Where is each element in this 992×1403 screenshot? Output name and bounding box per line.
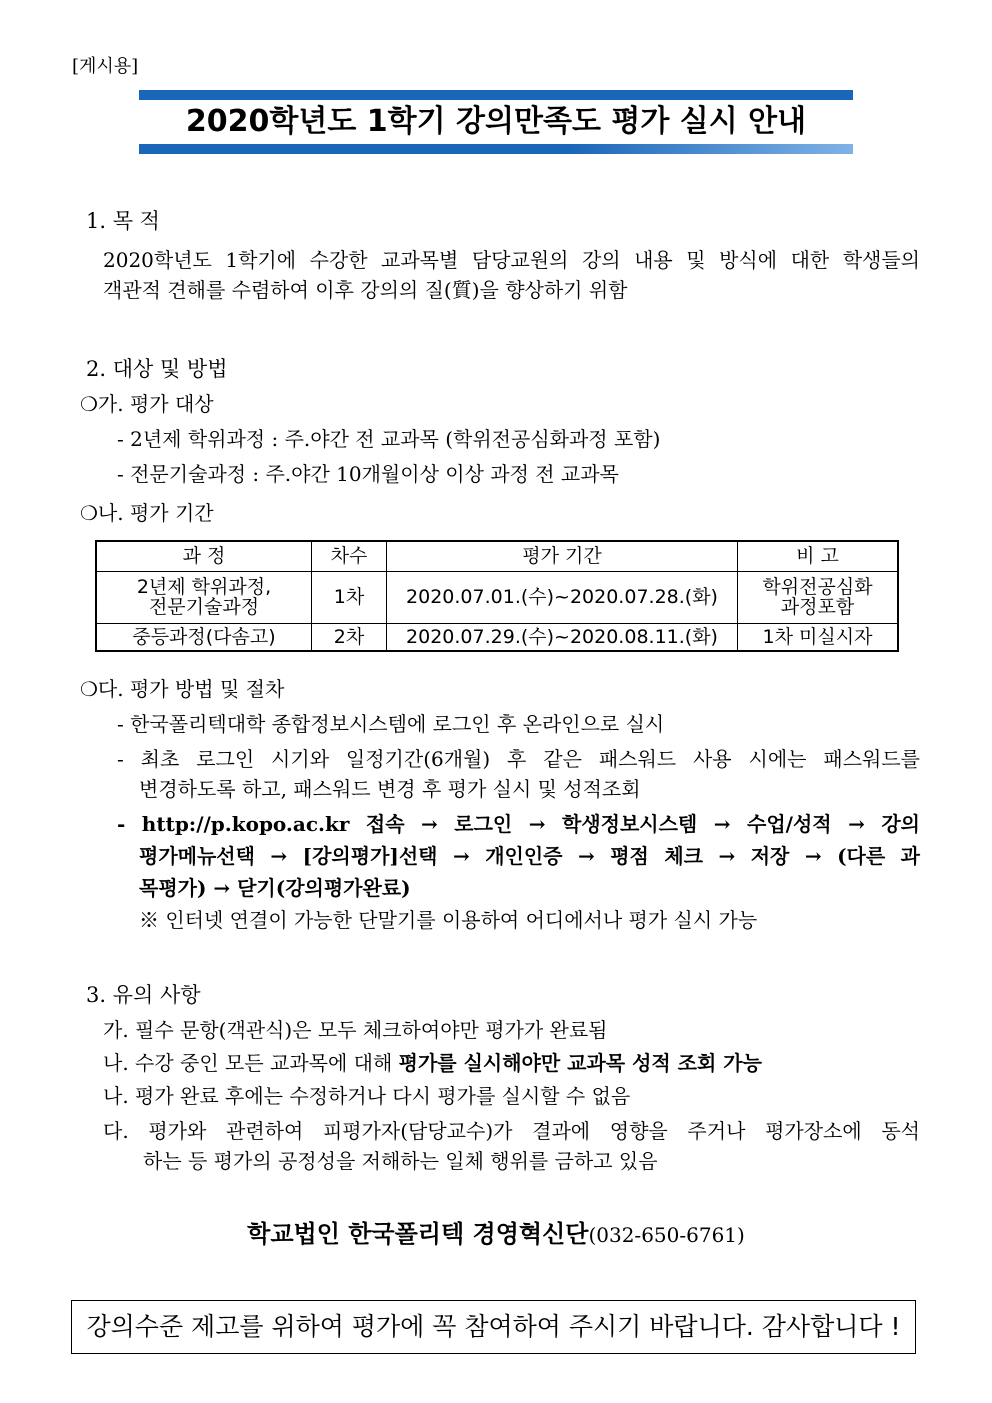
procedure-steps-cont: 목평가) → 닫기(강의평가완료)	[139, 876, 411, 900]
procedure-steps: - http://p.kopo.ac.kr 접속 → 로그인 → 학생정보시스템 → 수업/성적 → 강의	[117, 812, 920, 836]
cell-round: 2차	[312, 623, 387, 651]
section2-heading: 2. 대상 및 방법	[86, 357, 228, 381]
subsection-b-title: ❍나. 평가 기간	[80, 501, 214, 525]
procedure-steps-cont: 평가메뉴선택 → [강의평가]선택 → 개인인증 → 평점 체크 → 저장 → (다른 과	[139, 844, 920, 868]
subsection-a-item: - 전문기술과정 : 주.야간 10개월이상 이상 과정 전 교과목	[117, 462, 619, 486]
cell-note: 1차 미실시자	[738, 623, 899, 651]
cell-course-line1: 2년제 학위과정,	[136, 576, 272, 598]
cell-course-line2: 전문기술과정	[148, 596, 260, 618]
cell-period: 2020.07.01.(수)~2020.07.28.(화)	[387, 571, 738, 623]
section1-line1: 2020학년도 1학기에 수강한 교과목별 담당교원의 강의 내용 및 방식에 대한 학생들의	[103, 248, 920, 272]
subsection-c-item: - 최초 로그인 시기와 일정기간(6개월) 후 같은 패스워드 사용 시에는 패스워드를	[117, 747, 920, 771]
cell-round: 1차	[312, 571, 387, 623]
subsection-c-item-cont: 변경하도록 하고, 패스워드 변경 후 평가 실시 및 성적조회	[139, 777, 641, 801]
section3-heading: 3. 유의 사항	[86, 983, 201, 1007]
header-note: 비 고	[738, 541, 899, 571]
caution-item	[103, 1047, 762, 1076]
caution-item-text: 나. 수강 중인 모든 교과목에 대해	[103, 1051, 399, 1075]
cell-note	[738, 571, 899, 623]
section1-line2: 객관적 견해를 수렴하여 이후 강의의 질(質)을 향상하기 위함	[103, 278, 628, 302]
table-header-row	[96, 541, 898, 571]
caution-item: 가. 필수 문항(객관식)은 모두 체크하여야만 평가가 완료됨	[103, 1018, 608, 1042]
caution-item: 다. 평가와 관련하여 피평가자(담당교수)가 결과에 영향을 주거나 평가장소에 동석	[103, 1119, 920, 1143]
cell-period: 2020.07.29.(수)~2020.08.11.(화)	[387, 623, 738, 651]
subsection-a-item: - 2년제 학위과정 : 주.야간 전 교과목 (학위전공심화과정 포함)	[117, 427, 661, 451]
section1-heading: 1. 목 적	[86, 209, 160, 233]
table-row	[96, 571, 898, 623]
cell-note-line1: 학위전공심화	[762, 576, 873, 598]
organization-name: 학교법인 한국폴리텍 경영혁신단	[247, 1219, 589, 1248]
subsection-c-title: ❍다. 평가 방법 및 절차	[80, 677, 285, 701]
schedule-table	[95, 540, 899, 652]
table-row	[96, 623, 898, 651]
note-line: ※ 인터넷 연결이 가능한 단말기를 이용하여 어디에서나 평가 실시 가능	[139, 908, 758, 932]
cell-course	[96, 571, 312, 623]
cell-course: 중등과정(다솜고)	[96, 623, 312, 651]
header-period: 평가 기간	[387, 541, 738, 571]
header-course: 과 정	[96, 541, 312, 571]
closing-notice: 강의수준 제고를 위하여 평가에 꼭 참여하여 주시기 바랍니다. 감사합니다 !	[71, 1300, 916, 1354]
organization-phone: (032-650-6761)	[588, 1223, 745, 1247]
caution-item-emphasis: 평가를 실시해야만 교과목 성적 조회 가능	[398, 1051, 762, 1075]
posting-tag: [게시용]	[72, 56, 139, 77]
caution-item: 나. 평가 완료 후에는 수정하거나 다시 평가를 실시할 수 없음	[103, 1084, 631, 1108]
subsection-c-item: - 한국폴리텍대학 종합정보시스템에 로그인 후 온라인으로 실시	[117, 712, 665, 736]
subsection-a-title: ❍가. 평가 대상	[80, 392, 214, 416]
header-round: 차수	[312, 541, 387, 571]
title-bar-bottom	[139, 144, 853, 154]
title-banner	[139, 90, 853, 154]
organization-signature	[0, 1214, 992, 1249]
page-title: 2020학년도 1학기 강의만족도 평가 실시 안내	[185, 104, 807, 139]
cell-note-line2: 과정포함	[780, 596, 855, 618]
title-bar-top	[139, 90, 853, 100]
caution-item-cont: 하는 등 평가의 공정성을 저해하는 일체 행위를 금하고 있음	[143, 1149, 658, 1173]
